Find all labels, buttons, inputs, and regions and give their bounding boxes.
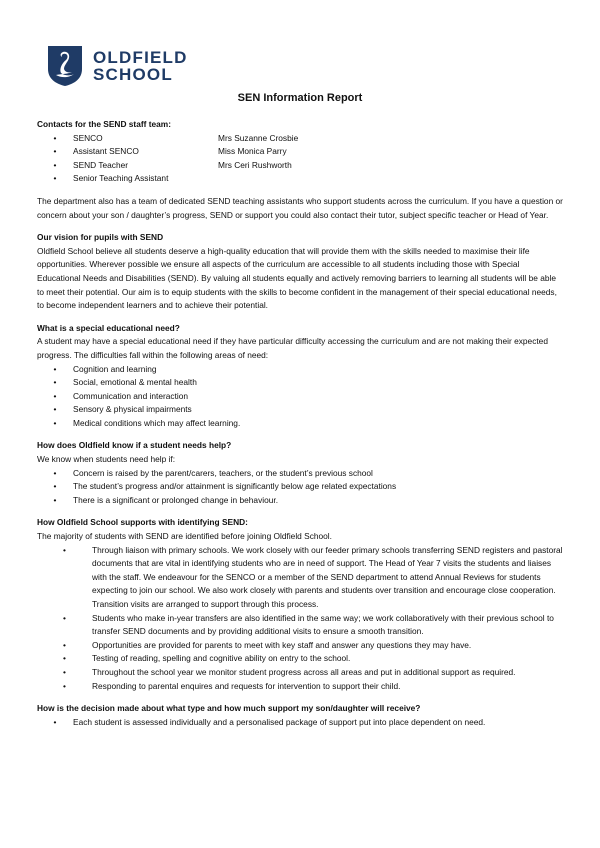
know-list: [37, 467, 565, 508]
list-item: • Throughout the school year we monitor student progress across all areas and put in additional support as required.: [63, 666, 516, 677]
decision-heading: How is the decision made about what type and how much support my son/daughter will receive?: [37, 703, 421, 714]
list-item: • Students who make in-year transfers are also identified in the same way; we work collaboratively with their previous school to transfer SEND documents and by providing additional visits to ensure a smooth transition.: [63, 612, 554, 637]
intro-paragraph: The department also has a team of dedicated SEND teaching assistants who support students across the curriculum. If you have a question or concern about your son / daughter’s progress, SEND or support you could also contact their tutor, subject specific teacher or Head of Year.: [37, 195, 563, 220]
supports-list: [37, 544, 565, 694]
list-item: • Communication and interaction: [53, 390, 189, 401]
list-item: • Opportunities are provided for parents to meet with key staff and answer any questions they may have.: [63, 639, 472, 650]
list-item: • There is a significant or prolonged change in behaviour.: [53, 494, 279, 505]
contact-item: • SEND Teacher Mrs Ceri Rushworth: [53, 159, 292, 170]
contacts-list: [37, 132, 565, 186]
report-body: [37, 118, 565, 729]
supports-heading: How Oldfield School supports with identifying SEND:: [37, 517, 248, 528]
page-title: SEN Information Report: [237, 92, 363, 104]
contacts-heading: Contacts for the SEND staff team:: [37, 119, 171, 129]
contact-item: • Senior Teaching Assistant: [53, 173, 169, 184]
list-item: • Cognition and learning: [53, 363, 157, 374]
list-item: • Through liaison with primary schools. We work closely with our feeder primary schools transferring SEND registers and pastoral documents that are vital in identifying students who are in need of support. The Head of Year 7 visits the students and liaises with the staff. We endeavour for the SENCO or a member of the SEND department to attend Annual Reviews for students expecting to join our school. We also work closely with parents and students over transition and encourage close cooperation. Transition visits are arranged to support through this process.: [63, 544, 563, 609]
list-item: • Sensory & physical impairments: [53, 404, 192, 415]
list-item: • Medical conditions which may affect learning.: [53, 417, 241, 428]
decision-list: [37, 716, 565, 730]
list-item: • Concern is raised by the parent/carers, teachers, or the student’s previous school: [53, 467, 373, 478]
supports-paragraph: The majority of students with SEND are identified before joining Oldfield School.: [37, 531, 332, 542]
list-item: • Social, emotional & mental health: [53, 377, 197, 388]
contact-item: • SENCO Mrs Suzanne Crosbie: [53, 132, 299, 143]
know-heading: How does Oldfield know if a student needs help?: [37, 440, 232, 451]
vision-heading: Our vision for pupils with SEND: [37, 232, 164, 243]
list-item: • The student’s progress and/or attainment is significantly below age related expectations: [53, 481, 397, 492]
sen-need-heading: What is a special educational need?: [37, 322, 180, 333]
school-logo: [47, 45, 188, 87]
shield-swan-icon: [47, 45, 83, 87]
list-item: • Responding to parental enquires and requests for intervention to support their child.: [63, 680, 401, 691]
school-name: OLDFIELD SCHOOL: [93, 48, 188, 84]
sen-need-paragraph: A student may have a special educational need if they have particular difficulty accessing the curriculum and are not making their expected progress. The difficulties fall within the following areas of need:: [37, 336, 548, 360]
vision-paragraph: Oldfield School believe all students deserve a high-quality education that will provide them with the skills needed to maximise their life opportunities. Wherever possible we ensure all aspects of the curriculum are accessible to all students including those with Special Educational Needs and Disabilities (SEND). By valuing all students equally and actively removing barriers to learning all students will be able to meet their potential. Our aim is to equip students with the skills to become confident in the management of their special educational needs, to become independent learners and to achieve their potential.: [37, 245, 557, 311]
contact-item: • Assistant SENCO Miss Monica Parry: [53, 146, 287, 157]
know-paragraph: We know when students need help if:: [37, 454, 176, 465]
list-item: • Each student is assessed individually and a personalised package of support put into place dependent on need.: [53, 716, 486, 727]
list-item: • Testing of reading, spelling and cognitive ability on entry to the school.: [63, 653, 351, 664]
areas-of-need-list: [37, 363, 565, 431]
